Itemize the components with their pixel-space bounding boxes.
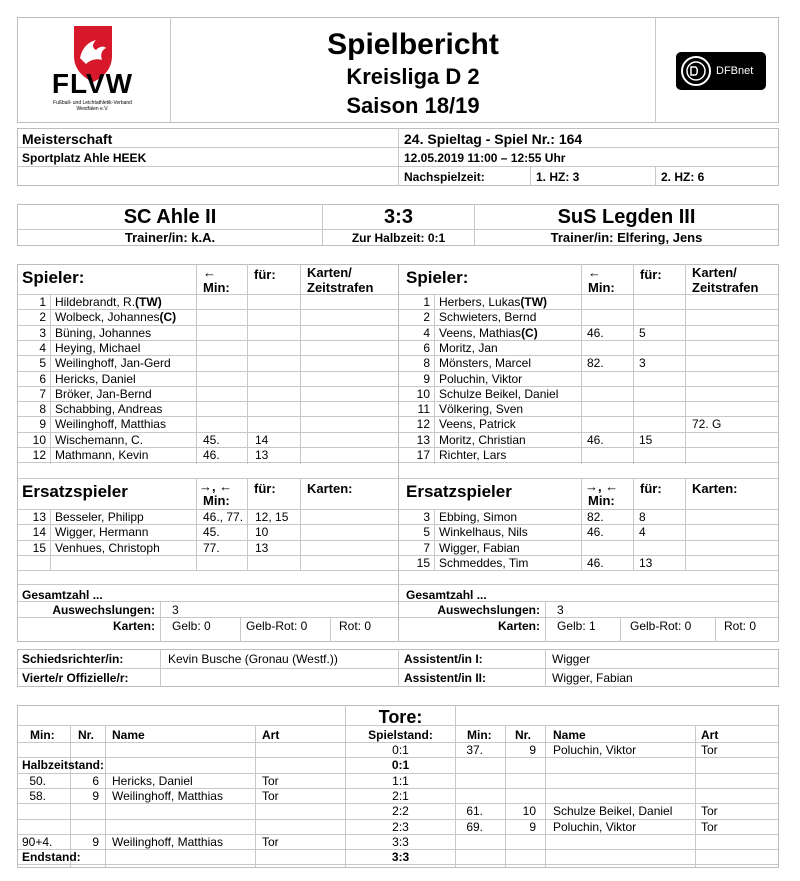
home-substitutions-label: Auswechslungen: [52,603,155,617]
goals-home-nr-header: Nr. [78,728,95,742]
league-name: Kreisliga D 2 [346,64,480,89]
goal-number: 9 [529,743,536,757]
home-subs-arrows: →, ← [199,479,233,494]
player-number: 4 [39,341,46,355]
extra-time-second-half: 2. HZ: 6 [661,170,705,184]
grid-line [255,725,256,868]
goals-home-min-header: Min: [30,728,55,742]
player-name-text: Besseler, Philipp [55,510,144,524]
player-sub-minute: 46. [587,525,604,539]
referee-name: Kevin Busche (Gronau (Westf.)) [168,652,338,666]
goal-scorer: Weilinghoff, Matthias [112,835,223,849]
goal-score: 1:1 [392,774,409,788]
grid-line [685,264,686,294]
captain-mark: (C) [159,310,177,324]
away-subs-header: Ersatzspieler [406,482,512,501]
player-sub-for: 13 [255,448,269,462]
home-cards-total-label: Karten: [112,619,155,633]
assistant2-label: Assistent/in II: [404,671,487,685]
grid-line [18,617,778,618]
player-name-text: Wigger, Hermann [55,525,149,539]
player-name [55,295,162,309]
player-name [439,541,520,555]
grid-line [247,509,248,570]
referee-label: Schiedsrichter/in: [22,652,124,666]
grid-line [633,294,634,464]
player-number: 6 [423,341,430,355]
player-number: 12 [416,417,430,431]
player-name-text: Moritz, Jan [439,341,498,355]
goals-away-nr-header: Nr. [515,728,532,742]
away-yellow: Gelb: 1 [557,619,596,633]
goal-number: 10 [522,804,536,818]
captain-mark: (C) [521,326,538,340]
goalkeeper-mark: (TW) [520,295,548,309]
grid-line [247,264,248,294]
player-name-text: Herbers, Lukas [439,295,521,309]
player-name [55,326,151,340]
away-totals-label: Gesamtzahl ... [406,588,487,602]
player-name-text: Moritz, Christian [439,433,526,447]
home-subs-cards-label: Karten: [307,481,353,496]
grid-line [300,478,301,509]
goal-number: 9 [92,835,99,849]
flvw-logo-text: FLVW [51,68,134,99]
grid-line [18,462,778,463]
player-number: 10 [32,433,46,447]
home-totals-label: Gesamtzahl ... [22,588,103,602]
goal-score: 2:1 [392,789,409,803]
player-name [55,372,136,386]
home-red: Rot: 0 [339,619,372,633]
away-min-label: Min: [588,280,615,295]
player-name-text: Veens, Patrick [439,417,516,431]
goal-scorer: Poluchin, Viktor [553,820,637,834]
grid-line [434,294,435,464]
home-min-label: Min: [203,280,230,295]
grid-line [685,509,686,570]
grid-line [196,478,197,509]
player-number: 1 [39,295,46,309]
flvw-logo-sub1: Fußball- und Leichtathletik-Verband [53,100,132,106]
player-number: 13 [32,510,46,524]
grid-line [160,617,161,642]
grid-line [196,509,197,570]
final-label: Endstand: [22,850,81,864]
goal-type: Tor [262,835,279,849]
player-sub-minute: 82. [587,510,604,524]
grid-line [196,294,197,464]
goal-minute: 58. [29,789,46,803]
player-name-text: Schwieters, Bernd [439,310,537,324]
away-for-label: für: [640,267,662,282]
player-name [55,356,171,370]
player-sub-for: 13 [639,556,653,570]
player-name-text: Wischemann, C. [55,433,144,447]
grid-line [18,478,778,479]
grid-line [300,509,301,570]
home-cards-label2: Zeitstrafen [307,280,374,295]
goal-number: 9 [92,789,99,803]
player-sub-for: 8 [639,510,646,524]
player-name [439,341,498,355]
grid-line [196,264,197,294]
away-cards-label2: Zeitstrafen [692,280,759,295]
player-sub-for: 3 [639,356,646,370]
player-sub-minute: 46. [203,448,220,462]
assistant1-label: Assistent/in I: [404,652,483,666]
player-number: 3 [423,510,430,524]
goal-scorer: Schulze Beikel, Daniel [553,804,673,818]
grid-line [581,509,582,570]
dfbnet-logo [676,52,766,90]
player-name-text: Hildebrandt, R. [55,295,136,309]
player-number: 1 [423,295,430,309]
home-yellow: Gelb: 0 [172,619,211,633]
final-score: 3:3 [384,206,413,228]
player-number: 6 [39,372,46,386]
assistant2-name: Wigger, Fabian [552,671,633,685]
player-name-text: Weilinghoff, Matthias [55,417,166,431]
away-subs-for-label: für: [640,481,662,496]
player-sub-minute: 45. [203,525,220,539]
goal-type: Tor [701,820,718,834]
grid-line [685,478,686,509]
goal-scorer: Poluchin, Viktor [553,743,637,757]
player-sub-for: 4 [639,525,646,539]
player-sub-minute: 82. [587,356,604,370]
player-number: 15 [416,556,430,570]
player-name-text: Schulze Beikel, Daniel [439,387,559,401]
goals-score-header: Spielstand: [368,728,433,742]
goal-minute: 69. [466,820,483,834]
goals-away-min-header: Min: [467,728,492,742]
player-name [439,295,547,309]
halftime-score: Zur Halbzeit: 0:1 [351,231,446,245]
player-name [55,433,143,447]
grid-line [300,294,301,464]
away-coach: Trainer/in: Elfering, Jens [550,230,703,245]
grid-line [50,509,51,570]
grid-line [633,478,634,509]
away-substitutions-label: Auswechslungen: [437,603,540,617]
matchday: 24. Spieltag - Spiel Nr.: 164 [404,131,583,147]
grid-line [581,478,582,509]
player-name [439,556,528,570]
player-name-text: Bröker, Jan-Bernd [55,387,152,401]
home-subs-header: Ersatzspieler [22,482,128,501]
goal-score: 3:3 [391,850,410,864]
goal-scorer: Hericks, Daniel [112,774,193,788]
player-name-text: Wigger, Fabian [439,541,520,555]
player-sub-for: 14 [255,433,269,447]
home-subs-for-label: für: [254,481,276,496]
player-number: 8 [39,402,46,416]
home-min-arrow: ← [203,265,216,280]
goals-home-name-header: Name [112,728,145,742]
away-team: SuS Legden III [557,206,696,228]
grid-line [545,617,546,642]
away-subs-arrows: →, ← [585,479,619,494]
player-name [55,341,140,355]
player-name-text: Völkering, Sven [439,402,524,416]
player-number: 15 [32,541,46,555]
goal-score: 3:3 [392,835,409,849]
grid-line [50,294,51,464]
goals-title: Tore: [378,707,423,727]
player-name-text: Wolbeck, Johannes [55,310,160,324]
grid-line [633,509,634,570]
home-team: SC Ahle II [123,206,217,228]
player-name [439,387,558,401]
player-number: 12 [32,448,46,462]
assistant1-name: Wigger [552,652,591,666]
goal-minute: 90+4. [22,835,53,849]
goals-away-name-header: Name [553,728,586,742]
dfb-emblem-icon [680,55,712,87]
grid-line [505,725,506,868]
goal-number: 6 [92,774,99,788]
grid-line [18,601,778,602]
grid-line [581,294,582,464]
goals-home-art-header: Art [262,728,280,742]
player-number: 17 [416,448,430,462]
player-number: 7 [39,387,46,401]
player-name-text: Schabbing, Andreas [55,402,163,416]
player-number: 8 [423,356,430,370]
player-number: 5 [423,525,430,539]
away-cards-total-label: Karten: [497,619,540,633]
player-name [55,310,176,324]
grid-line [330,617,331,642]
player-sub-minute: 46. [587,433,604,447]
season: Saison 18/19 [346,93,480,118]
player-name [55,387,152,401]
player-name-text: Weilinghoff, Jan-Gerd [55,356,171,370]
player-sub-for: 5 [639,326,646,340]
player-sub-for: 13 [255,541,269,555]
home-coach: Trainer/in: k.A. [124,230,216,245]
player-name-text: Mönsters, Marcel [439,356,532,370]
away-red: Rot: 0 [724,619,757,633]
away-subs-min-label: Min: [588,493,615,508]
grid-line [685,294,686,464]
player-number: 13 [416,433,430,447]
player-name-text: Poluchin, Viktor [439,372,523,386]
grid-line [620,617,621,642]
datetime: 12.05.2019 11:00 – 12:55 Uhr [404,151,566,165]
goal-number: 9 [529,820,536,834]
player-number: 14 [32,525,46,539]
home-yellowred: Gelb-Rot: 0 [246,619,308,633]
goal-type: Tor [701,804,718,818]
player-sub-minute: 46. [587,326,604,340]
player-name-text: Ebbing, Simon [439,510,518,524]
home-players-header: Spieler: [22,268,85,287]
away-cards-label1: Karten/ [692,265,737,280]
player-sub-for: 12, 15 [255,510,289,524]
grid-line [105,725,106,868]
dfbnet-text: DFBnet [716,65,754,77]
grid-line [434,509,435,570]
player-number: 4 [423,326,430,340]
player-number: 7 [423,541,430,555]
player-name-text: Schmeddes, Tim [439,556,529,570]
player-name [439,402,523,416]
away-subs-cards-label: Karten: [692,481,738,496]
grid-line [18,864,778,865]
halftime-label: Halbzeitstand: [22,758,105,772]
goal-minute: 61. [466,804,483,818]
away-yellowred: Gelb-Rot: 0 [630,619,692,633]
player-number: 10 [416,387,430,401]
player-number: 5 [39,356,46,370]
grid-line [545,601,546,617]
player-number: 3 [39,326,46,340]
grid-line [300,264,301,294]
grid-line [18,584,778,585]
home-for-label: für: [254,267,276,282]
grid-line [545,725,546,868]
player-name [55,541,160,555]
player-sub-minute: 46. [587,556,604,570]
player-name [439,326,538,340]
goal-minute: 37. [466,743,483,757]
grid-line [715,617,716,642]
player-number: 9 [423,372,430,386]
player-sub-for: 10 [255,525,269,539]
player-number: 9 [39,417,46,431]
player-name-text: Mathmann, Kevin [55,448,149,462]
grid-line [247,478,248,509]
player-name [439,510,517,524]
player-name-text: Winkelhaus, Nils [439,525,528,539]
flvw-logo-sub2: Westfalen e.V. [76,106,109,112]
venue: Sportplatz Ahle HEEK [22,151,147,165]
away-players-header: Spieler: [406,268,469,287]
player-name [439,433,526,447]
player-number: 2 [423,310,430,324]
player-sub-for: 15 [639,433,653,447]
goal-type: Tor [262,789,279,803]
player-name [55,448,148,462]
grid-line [581,264,582,294]
home-subs-min-label: Min: [203,493,230,508]
grid-line [240,617,241,642]
player-name-text: Büning, Johannes [55,326,152,340]
extra-time-label: Nachspielzeit: [404,170,485,184]
player-sub-minute: 77. [203,541,220,555]
grid-line [247,294,248,464]
player-name [55,402,162,416]
player-name-text: Heying, Michael [55,341,141,355]
goals-away-art-header: Art [701,728,719,742]
player-name [439,310,536,324]
extra-time-first-half: 1. HZ: 3 [536,170,580,184]
player-name-text: Veens, Mathias [439,326,522,340]
player-card: 72. G [692,417,722,431]
grid-line [633,264,634,294]
goal-score: 0:1 [392,743,409,757]
away-substitutions-count: 3 [557,603,564,617]
home-substitutions-count: 3 [172,603,179,617]
player-sub-minute: 46., 77. [203,510,244,524]
player-name-text: Hericks, Daniel [55,372,136,386]
competition: Meisterschaft [22,131,113,147]
away-min-arrow: ← [588,265,601,280]
player-name [439,417,516,431]
player-name-text: Venhues, Christoph [55,541,160,555]
goal-score: 0:1 [391,758,410,772]
player-number: 11 [417,402,430,416]
player-name [55,525,148,539]
goal-scorer: Weilinghoff, Matthias [112,789,223,803]
player-name [439,525,528,539]
player-name-text: Richter, Lars [439,448,507,462]
goal-type: Tor [262,774,279,788]
flvw-logo [30,20,155,120]
player-name [439,372,522,386]
player-sub-minute: 45. [203,433,220,447]
goal-score: 2:3 [392,820,409,834]
player-name [439,356,531,370]
goal-minute: 50. [29,774,46,788]
home-cards-label1: Karten/ [307,265,352,280]
fourth-official-label: Vierte/r Offizielle/r: [22,671,129,685]
player-name [439,448,506,462]
player-name [55,510,144,524]
grid-line [18,570,778,571]
grid-line [695,725,696,868]
grid-line [160,601,161,617]
grid-line [18,555,778,556]
goal-score: 2:2 [392,804,409,818]
player-number: 2 [39,310,46,324]
goalkeeper-mark: (TW) [135,295,162,309]
goal-type: Tor [701,743,718,757]
page-title: Spielbericht [327,28,499,61]
player-name [55,417,166,431]
